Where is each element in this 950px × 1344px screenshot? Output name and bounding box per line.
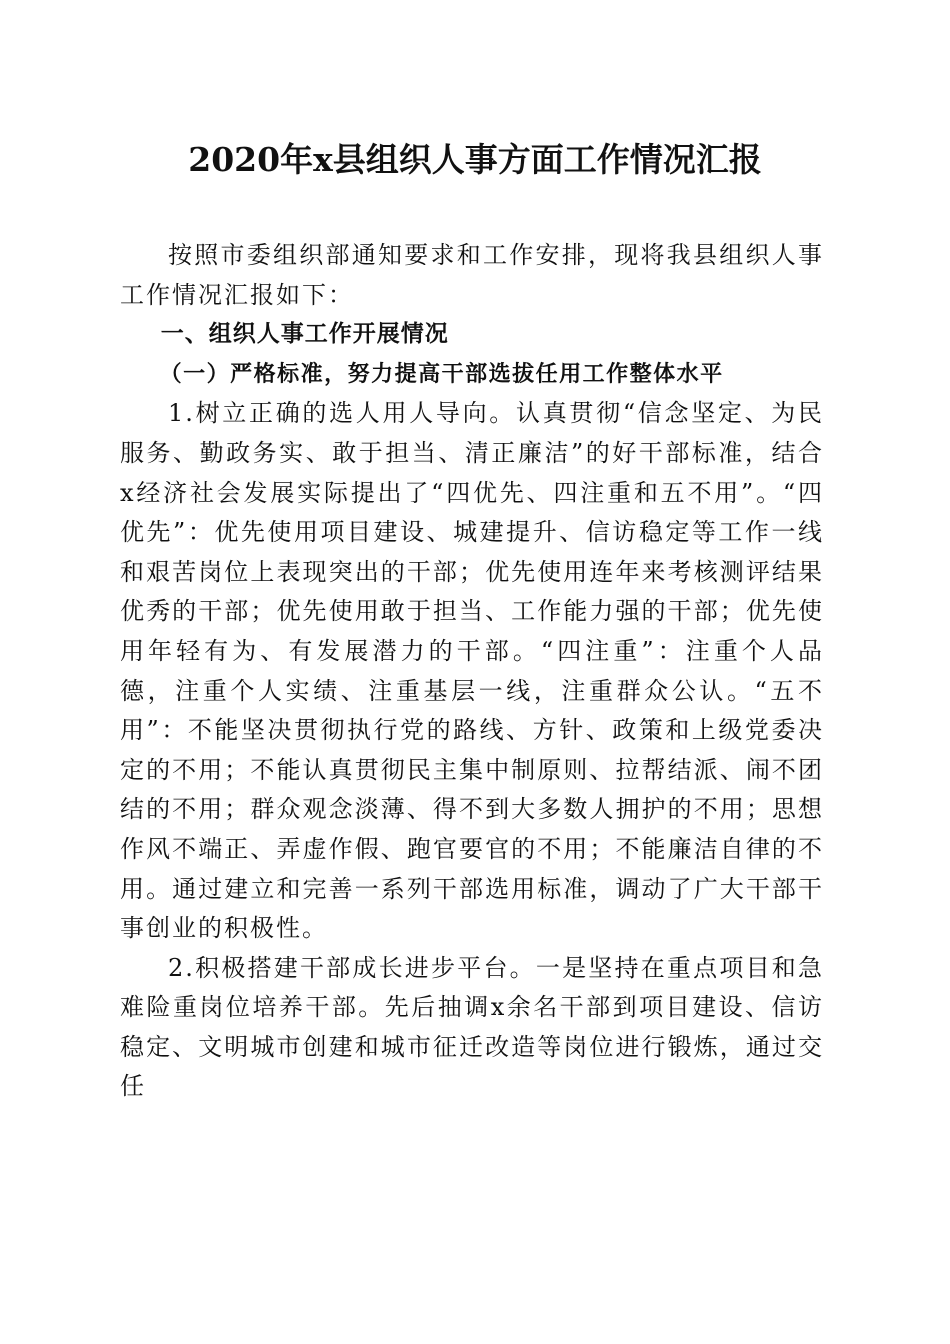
document-body [120, 236, 824, 1107]
body-paragraph-2: 2.积极搭建干部成长进步平台。一是坚持在重点项目和急难险重岗位培养干部。先后抽调x余名干部到项目建设、信访稳定、文明城市创建和城市征迁改造等岗位进行锻炼，通过交任 [120, 953, 824, 1101]
section-heading: 一、组织人事工作开展情况 [160, 321, 449, 348]
intro-paragraph: 按照市委组织部通知要求和工作安排，现将我县组织人事工作情况汇报如下： [120, 241, 824, 309]
subsection-heading: （一）严格标准，努力提高干部选拔任用工作整体水平 [159, 360, 724, 387]
document-title: 2020年x县组织人事方面工作情况汇报 [188, 140, 762, 179]
body-paragraph-1: 1.树立正确的选人用人导向。认真贯彻“信念坚定、为民服务、勤政务实、敢于担当、清正廉洁”的好干部标准，结合x经济社会发展实际提出了“四优先、四注重和五不用”。“四优先”：优先使用项目建设、城建提升、信访稳定等工作一线和艰苦岗位上表现突出的干部；优先使用连年来考核测评结果优秀的干部；优先使用敢于担当、工作能力强的干部；优先使用年轻有为、有发展潜力的干部。“四注重”：注重个人品德，注重个人实绩、注重基层一线，注重群众公认。“五不用”：不能坚决贯彻执行党的路线、方针、政策和上级党委决定的不用；不能认真贯彻民主集中制原则、拉帮结派、闹不团结的不用；群众观念淡薄、得不到大多数人拥护的不用；思想作风不端正、弄虚作假、跑官要官的不用；不能廉洁自律的不用。通过建立和完善一系列干部选用标准，调动了广大干部干事创业的积极性。 [120, 399, 824, 943]
